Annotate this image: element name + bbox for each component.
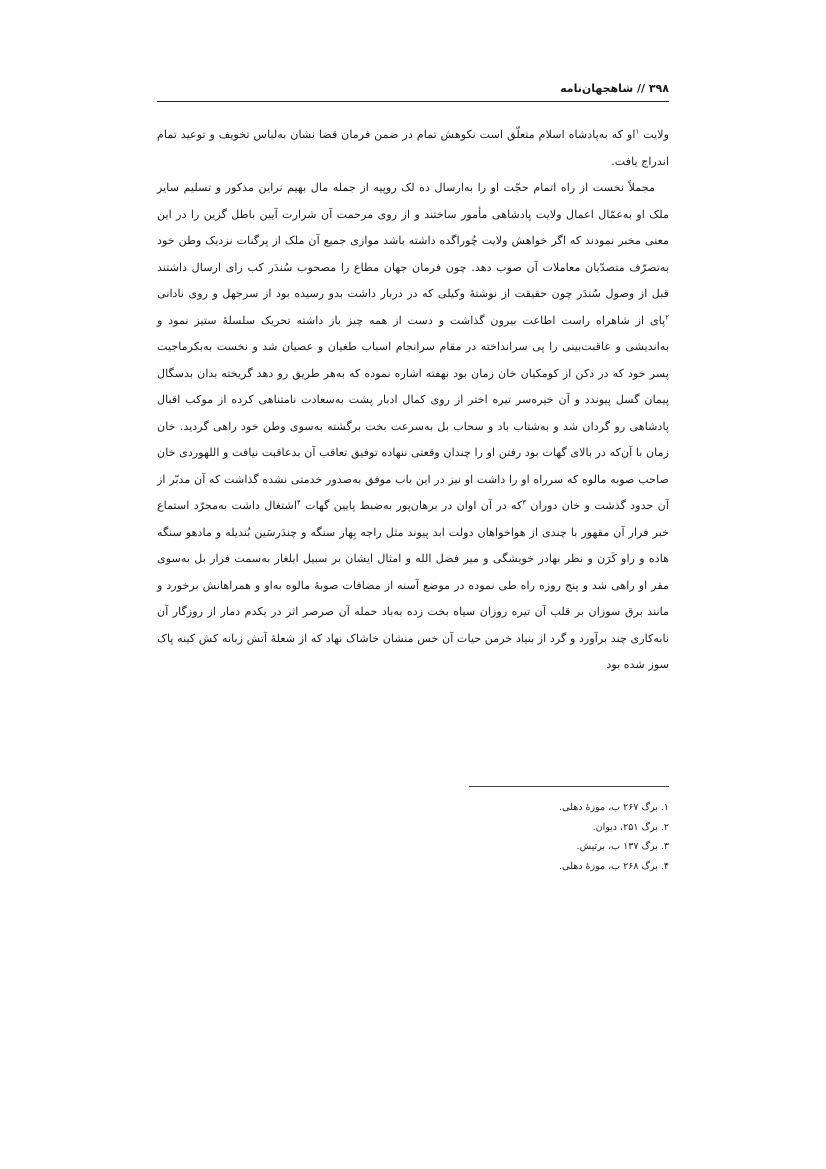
text-run: ولایت	[639, 128, 669, 141]
footnote: ۲. برگ ۲۵۱، دیوان.	[592, 821, 669, 833]
text-run: پای از شاهراه راست اطاعت بیرون گذاشت و دست از همه چیز باز داشته تحریک سلسلهٔ ستیز نمود و به‌اندیشی و عاقبت‌بینی را پی سرانداخته در مقام سرانجام اسباب طغیان و عصیان شد و نخست به‌بکرماجیت پسر خود که در دکن از کومکیان خان زمان بود نهفته اشاره نموده که به‌هر طریق رو دهد گریخته بدان بدسگال پیمان گسل پیوندد و آن خیره‌سر تیره اختر از روی کمال ادبار پشت به‌سعادت نامتناهی کرده از موکب اقبال پادشاهی رو گردان شد و به‌شتاب باد و سحاب بل به‌سرعت بخت برگشته به‌سوی وطن خود راهی گردید. خان زمان با آن‌که در بالای گهات بود رفتن او را چندان وقعتی ننهاده توفیق تعاقب آن بدعاقبت نیافت و اللهوردی خان صاحب صوبه مالوه که سرراه او را داشت او نیز در این باب موفق به‌صدور خدمتی نشده گذاشت که آن مدبّر از آن حدود گذشت و خان دوران	[157, 313, 669, 512]
footnotes	[157, 798, 669, 876]
text-run: اشتغال داشت به‌مجرّد استماع خبر فرار آن مقهور با چندی از هواخواهان دولت ابد پیوند مثل راجه بِهار سنگه و چندَرسَین بُندیله و مادهو سنگه هاده و راو کَرَن و نظر بهادر خویشگی و میر فضل الله و امثال ایشان بر سبیل ایلغار به‌سمت فرار بل به‌سوی مقر او راهی شد و پنج روزه راه طی نموده در موضع آسنه از مضافات صوبهٔ مالوه به‌او و همراهانش برخورد و مانند برق سوزان بر قلب آن تیره روزان سیاه بخت زده به‌باد حمله آن صرصر اثر در یکدم دمار از روزگار آن نابه‌کاری چند برآورد و گرد از بنیاد خرمن حیات آن خس منشان خاشاک نهاد که از شعلهٔ آتش زبانه کش کینه پاک سوز شده بود	[157, 499, 669, 671]
footnote-rule	[469, 786, 669, 787]
running-head	[157, 78, 669, 100]
footnote-marker: ۲	[665, 312, 669, 321]
header-rule	[157, 101, 669, 102]
footnote: ۴. برگ ۲۶۸ ب، موزهٔ دهلی.	[559, 860, 669, 872]
footnote-marker: ۳	[522, 498, 527, 507]
footnote-marker: ۱	[635, 127, 640, 136]
running-head-text: ۳۹۸ // شاهجهان‌نامه	[560, 82, 669, 95]
footnote: ۳. برگ ۱۳۷ ب، برتیش.	[576, 841, 669, 852]
text-run: که در آن اوان در برهان‌پور به‌ضبط پایین گهات	[300, 499, 523, 512]
main-text	[157, 122, 669, 679]
footnote-marker: ۴	[297, 498, 301, 507]
text-run: مجملاً نخست از راه اتمام حجّت او را به‌ارسال ده لک روپیه از جمله مال بهیم نراین مذکور و تسلیم سایر ملک او به‌عمّال اعمال ولایت پادشاهی مأمور ساختند و از روی مرحمت آن شرارت آیین باطل گزین را در این معنی مخبر نمودند که اگر خواهش ولایت چُوراگده داشته باشد موازی جمیع آن ملک از پرگنات نزدیک وطن خود به‌تصرّف متصدّیان معاملات آن صوب دهد. چون فرمان جهان مطاع را مصحوب سُندَر کب رای ارسال داشتند قبل از وصول سُندَر چون حقیقت از نوشتهٔ وکیلی که در دربار داشت بدو رسیده بود از سرجهل و روی نادانی	[157, 181, 669, 300]
footnote: ۱. برگ ۲۶۷ ب، موزهٔ دهلی.	[559, 802, 669, 813]
paragraph	[157, 122, 669, 175]
paragraph	[157, 175, 669, 679]
text-run: او که به‌پادشاه اسلام متعلّق است نکوهش تمام در ضمن فرمان قضا نشان به‌لباس تخویف و توعید تمام اندراج یافت.	[157, 128, 669, 168]
